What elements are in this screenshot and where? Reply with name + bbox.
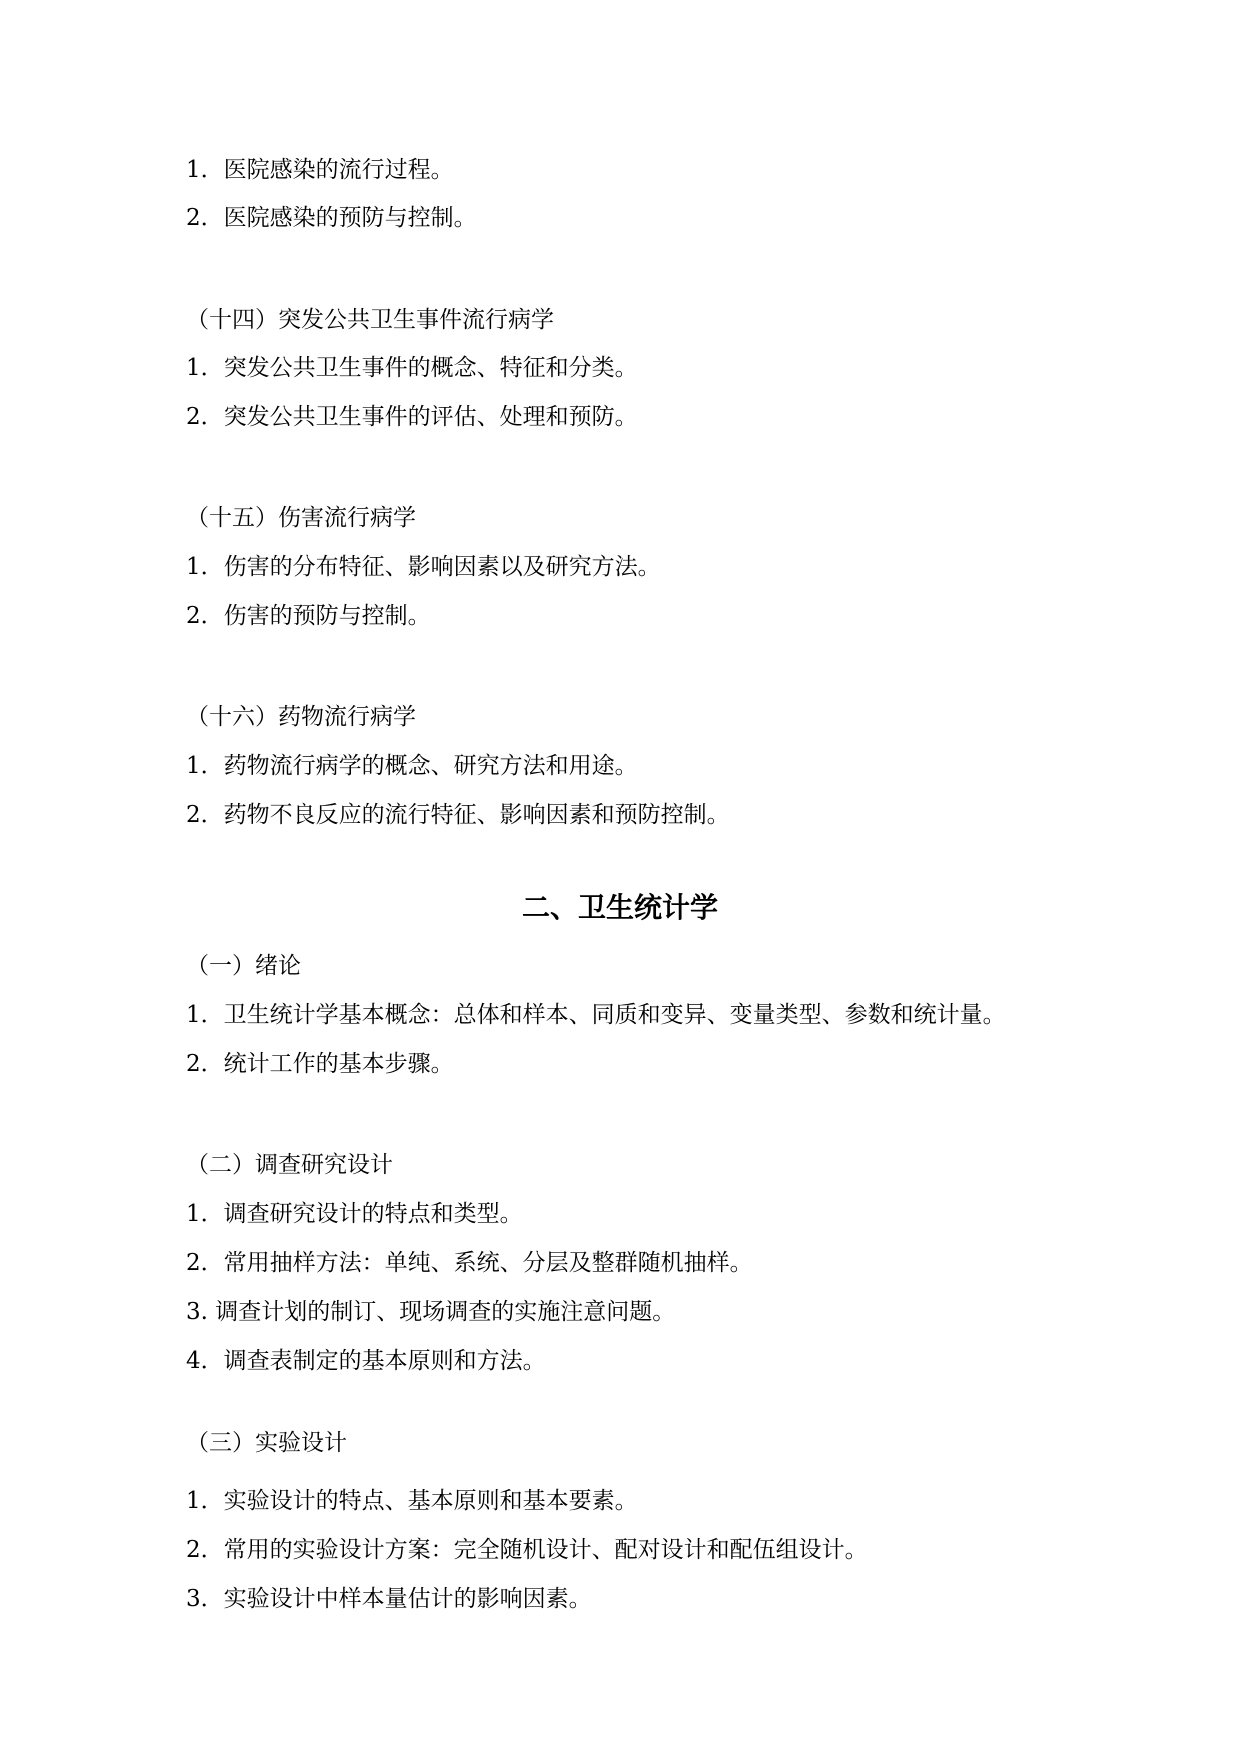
list-item: 1．伤害的分布特征、影响因素以及研究方法。 [186, 554, 661, 580]
list-item: 2．常用的实验设计方案：完全随机设计、配对设计和配伍组设计。 [186, 1537, 868, 1563]
list-item: 2．突发公共卫生事件的评估、处理和预防。 [186, 404, 638, 430]
section-title: （十四）突发公共卫生事件流行病学 [186, 307, 554, 333]
list-item: 1．调查研究设计的特点和类型。 [186, 1201, 523, 1227]
part-heading: 二、卫生统计学 [521, 891, 718, 924]
list-item: 1．医院感染的流行过程。 [186, 157, 454, 183]
list-item: 1．卫生统计学基本概念：总体和样本、同质和变异、变量类型、参数和统计量。 [186, 1002, 1006, 1028]
section-title: （十五）伤害流行病学 [186, 505, 416, 531]
list-item: 2．伤害的预防与控制。 [186, 603, 431, 629]
list-item: 2．常用抽样方法：单纯、系统、分层及整群随机抽样。 [186, 1250, 753, 1276]
list-item: 1．实验设计的特点、基本原则和基本要素。 [186, 1488, 638, 1514]
list-item: 3. 调查计划的制订、现场调查的实施注意问题。 [186, 1299, 676, 1325]
list-item: 2．医院感染的预防与控制。 [186, 205, 477, 231]
list-item: 1．突发公共卫生事件的概念、特征和分类。 [186, 355, 638, 381]
list-item: 4．调查表制定的基本原则和方法。 [186, 1348, 546, 1374]
list-item: 1．药物流行病学的概念、研究方法和用途。 [186, 753, 638, 779]
section-title: （十六）药物流行病学 [186, 704, 416, 730]
list-item: 2．统计工作的基本步骤。 [186, 1051, 454, 1077]
section-title: （一）绪论 [186, 953, 301, 979]
section-title: （三）实验设计 [186, 1430, 347, 1456]
list-item: 3．实验设计中样本量估计的影响因素。 [186, 1586, 592, 1612]
list-item: 2．药物不良反应的流行特征、影响因素和预防控制。 [186, 802, 730, 828]
section-title: （二）调查研究设计 [186, 1152, 393, 1178]
